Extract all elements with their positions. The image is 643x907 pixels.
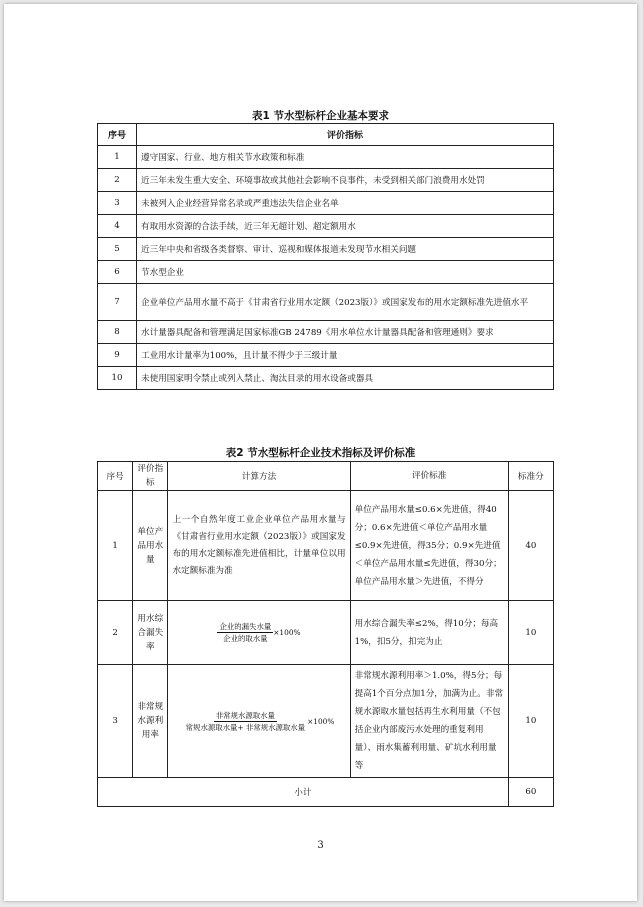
row-num: 10 [98,367,137,390]
table2-header-row [98,462,554,491]
row-num: 3 [98,665,133,778]
table-row [98,367,554,390]
row-num: 2 [98,169,137,192]
row-text: 近三年中央和省级各类督察、审计、巡视和媒体报道未发现节水相关问题 [137,238,554,261]
row-num: 9 [98,344,137,367]
table-row [98,146,554,169]
formula-denominator: 企业的取水量 [223,634,268,643]
subtotal-row [98,778,554,807]
row-formula [168,665,350,778]
row-text: 水计量器具配备和管理满足国家标准GB 24789《用水单位水计量器具配备和管理通则》要求 [137,321,554,344]
table2-header-indicator: 评价指标 [133,462,168,491]
row-indicator: 用水综合漏失率 [133,601,168,665]
leak-rate-fraction [217,621,273,644]
table2-header-method: 计算方法 [168,462,350,491]
row-score: 10 [508,665,553,778]
row-num: 7 [98,284,137,321]
table-row [98,192,554,215]
table2-technical-indicators [97,461,554,807]
subtotal-label: 小计 [98,778,509,807]
row-indicator: 非常规水源利用率 [133,665,168,778]
table1-header-row [98,124,554,146]
row-text: 未使用国家明令禁止或列入禁止、淘汰目录的用水设备或器具 [137,367,554,390]
row-standard: 非常规水源利用率＞1.0%，得5分；每提高1个百分点加1分，加满为止。非常规水源取水量包括再生水利用量（不包括企业内部废污水处理的重复利用量）、雨水集蓄利用量、矿坑水利用量等 [350,665,508,778]
row-num: 4 [98,215,137,238]
row-text: 近三年未发生重大安全、环境事故或其他社会影响不良事件，未受到相关部门浪费用水处罚 [137,169,554,192]
table-row [98,665,554,778]
table-row [98,169,554,192]
table1-header-num: 序号 [98,124,137,146]
row-text: 企业单位产品用水量不高于《甘肃省行业用水定额（2023版）》或国家发布的用水定额标准先进值水平 [137,284,554,321]
document-page [4,4,637,901]
row-num: 8 [98,321,137,344]
formula-numerator: 企业的漏失水量 [219,622,272,631]
table-row [98,321,554,344]
table2-header-num: 序号 [98,462,133,491]
row-num: 3 [98,192,137,215]
row-text: 未被列入企业经营异常名录或严重违法失信企业名单 [137,192,554,215]
row-formula [168,601,350,665]
subtotal-score: 60 [508,778,553,807]
page-number: 3 [317,840,324,851]
row-standard: 单位产品用水量≤0.6×先进值，得40分；0.6×先进值＜单位产品用水量≤0.9×先进值，得35分；0.9×先进值＜单位产品用水量≤先进值，得30分；单位产品用水量＞先进值，不得分 [350,491,508,601]
row-standard: 用水综合漏失率≤2%，得10分；每高1%，扣5分，扣完为止 [350,601,508,665]
formula-denominator: 常规水源取水量+ 非常规水源取水量 [185,722,306,732]
table-row [98,344,554,367]
row-indicator: 单位产品用水量 [133,491,168,601]
table-row [98,238,554,261]
table1-basic-requirements [97,123,554,390]
row-text: 遵守国家、行业、地方相关节水政策和标准 [137,146,554,169]
row-text: 节水型企业 [137,261,554,284]
row-num: 1 [98,146,137,169]
table2-caption: 表2 节水型标杆企业技术指标及评价标准 [225,447,416,459]
table-row [98,261,554,284]
row-score: 40 [508,491,553,601]
row-score: 10 [508,601,553,665]
table2-header-score: 标准分 [508,462,553,491]
formula-multiplier: ×100% [307,716,335,726]
table2-header-standard: 评价标准 [350,462,508,491]
table-row [98,215,554,238]
table1-header-indicator: 评价指标 [137,124,554,146]
nonconventional-rate-fraction [184,710,307,733]
row-text: 工业用水计量率为100%，且计量不得少于三级计量 [137,344,554,367]
table1-caption: 表1 节水型标杆企业基本要求 [252,110,389,122]
row-method: 上一个自然年度工业企业单位产品用水量与《甘肃省行业用水定额（2023版）》或国家发布的用水定额标准先进值相比，计量单位以用水定额标准为准 [168,491,350,601]
row-num: 1 [98,491,133,601]
row-num: 6 [98,261,137,284]
row-num: 5 [98,238,137,261]
table-row [98,491,554,601]
row-num: 2 [98,601,133,665]
table-row [98,601,554,665]
formula-numerator: 非常规水源取水量 [215,710,275,720]
table-row [98,284,554,321]
formula-multiplier: ×100% [273,628,301,637]
row-text: 有取用水资源的合法手续，近三年无超计划、超定额用水 [137,215,554,238]
